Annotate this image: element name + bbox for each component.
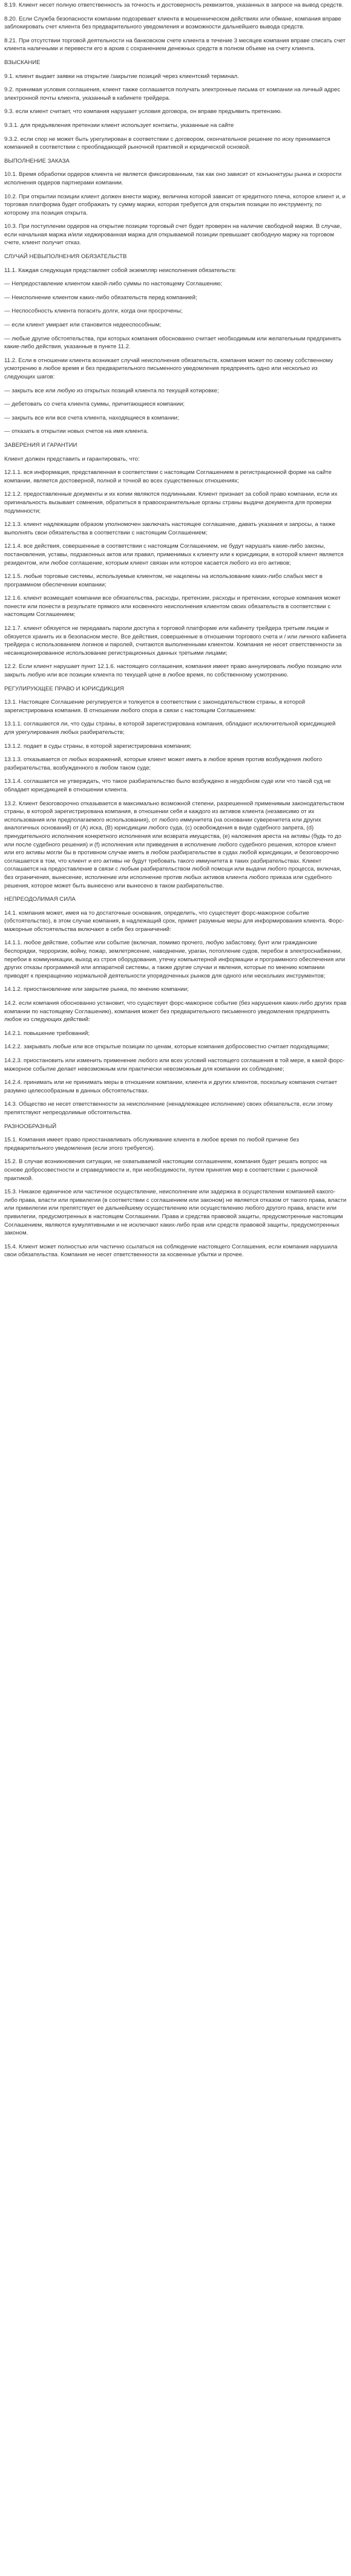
- paragraph: — закрыть все или все счета клиента, находящиеся в компании;: [4, 414, 179, 421]
- paragraph: — отказать в открытии новых счетов на имя клиента.: [4, 428, 148, 435]
- paragraph: — дебетовать со счета клиента суммы, причитающиеся компании;: [4, 401, 185, 408]
- paragraph: Клиент должен представить и гарантировать, что:: [4, 455, 140, 462]
- section-heading: ВЗЫСКАНИЕ: [4, 59, 41, 66]
- paragraph: 12.1.5. любые торговые системы, используемые клиентом, не нацелены на использование каких-либо слабых мест в программном обеспечении компании;: [4, 573, 324, 588]
- paragraph: 8.20. Если Служба безопасности компании подозревает клиента в мошенническом действиях или обмане, компания вправе заблокировать счет клиента без предварительного уведомления и возможности дальнейшего вывода средств.: [4, 15, 343, 31]
- paragraph: 14.2.3. приостановить или изменить применение любого или всех условий настоящего соглашения в той мере, в какой форс-мажорное событие делает невозможным или практически невозможным для компании их соблюдение;: [4, 1057, 345, 1072]
- paragraph: 14.2.1. повышение требований;: [4, 1030, 90, 1037]
- paragraph: 12.1.6. клиент возмещает компании все обязательства, расходы, претензии, расходы и претензии, которые компания может понести или понести в результате прямого или косвенного неисполнения клиентом своих обязательств в соответствии с настоящим Соглашением;: [4, 595, 343, 618]
- paragraph: 8.19. Клиент несет полную ответственность за точность и достоверность реквизитов, указанных в запросе на вывод средств.: [4, 2, 344, 8]
- paragraph: 15.4. Клиент может полностью или частично ссылаться на соблюдение настоящего Соглашения, если компания нарушила свои обязательства. Компания не несет ответственности за косвенные убытки и прочее.: [4, 1243, 340, 1259]
- paragraph: 14.3. Общество не несет ответственности за неисполнение (ненадлежащее исполнение) своих обязательств, если этому препятствуют непреодолимые обстоятельства.: [4, 1101, 335, 1116]
- paragraph: 10.1. Время обработки ордеров клиента не является фиксированным, так как оно зависит от конъюнктуры рынка и скорости исполнения ордеров партнерами компании.: [4, 171, 343, 186]
- paragraph: 13.2. Клиент безоговорочно отказывается в максимально возможной степени, разрешенной применимым законодательством страны, в которой зарегистрирована компания, в отношении себя и каждого из активов клиента (независимо от их использования или предполагаемого использования), от любого иммунитета (на основании суверенитета или других аналогичных оснований) от (A) иска, (B) юрисдикции любого суда, (c) освобождения в виде судебного запрета, (d) принудительного исполнения конкретного исполнения или возврата имущества, (e) наложения ареста на активы (будь то до или после судебного решения) и (f) исполнения или приведения в исполнение любого судебного решения, которое клиент или его активы могли бы в противном случае иметь в любом разбирательстве в судах любой юрисдикции, и безоговорочно соглашается в том, что клиент и его активы не будут требовать такого иммунитета в таких разбирательствах. Клиент соглашается на предоставление в связи с любым разбирательством любой помощи или выдачи любого процесса, включая, без ограничения, вынесение, исполнение или исполнение против любых активов клиента любого приказа или судебного решения, которое может быть вынесено или вынесено в таком разбирательстве.: [4, 800, 346, 889]
- section-heading: ЗАВЕРЕНИЯ И ГАРАНТИИ: [4, 441, 77, 449]
- paragraph: 10.2. При открытии позиции клиент должен внести маржу, величина которой зависит от кредитного плеча, которое клиент и, и торговая платформа будет отображать ту сумму маржи, которая требуется для открытия позиции по инструменту, по которому эта позиция открыта.: [4, 193, 347, 216]
- paragraph: 15.1. Компания имеет право приостанавливать обслуживание клиента в любое время по любой причине без предварительного уведомления (если этого требуется).: [4, 1137, 301, 1152]
- paragraph: — любые другие обстоятельства, при которых компания обоснованно считает необходимым или желательным предпринять какие-либо действия, указанные в пункте 11.2.: [4, 335, 343, 351]
- paragraph: 14.1.1. любое действие, событие или событие (включая, помимо прочего, любую забастовку, бунт или гражданские беспорядки, терроризм, войну, пожар, землетрясение, наводнение, ураган, потопление судов, перебои в электроснабжении, перебои в коммуникации, выход из строя оборудования, утечку компьютерной информации и программного обеспечения или других отказы программной или аппаратной системы, а также другие случаи и явления, которые по мнению компании приводят к прекращению нормальной деятельности упорядоченных рынков для одного или нескольких инструментов;: [4, 939, 347, 979]
- paragraph: 13.1.1. соглашаются ли, что суды страны, в которой зарегистрирована компания, обладают исключительной юрисдикцией для урегулирования любых разбирательств;: [4, 721, 338, 736]
- paragraph: 12.1.3. клиент надлежащим образом уполномочен заключать настоящее соглашение, давать указания и запросы, а также выполнять свои обязательства в соответствии с настоящим Соглашением;: [4, 521, 337, 536]
- paragraph: 14.1. компания может, имея на то достаточные основания, определить, что существует форс-мажорное событие (обстоятельство), в этом случае компания, в надлежащий срок, примет разумные меры для информирования клиента. Форс-мажорные обстоятельства включают в себя без ограничений:: [4, 909, 344, 933]
- paragraph: 13.1.3. отказывается от любых возражений, которые клиент может иметь в любое время против возбуждения любого разбирательства, возбужденного в любом таком суде;: [4, 756, 324, 771]
- paragraph: 9.3.2. если спор не может быть урегулирован в соответствии с договором, окончательное решение по иску принимается компанией в соответствии с преобладающей рыночной практикой и юридической основой.: [4, 135, 332, 151]
- paragraph: 12.1.1. вся информация, представленная в соответствии с настоящим Соглашением в регистрационной форме на сайте компании, является достоверной, полной и точной во всех существенных отношениях;: [4, 469, 333, 484]
- section-heading: ВЫПОЛНЕНИЕ ЗАКАЗА: [4, 157, 70, 164]
- paragraph: — Неспособность клиента погасить долги, когда они просрочены;: [4, 308, 183, 315]
- paragraph: 13.1. Настоящее Соглашение регулируется и толкуется в соответствии с законодательством страны, в которой зарегистрирована компания. В отношении любого спора в связи с настоящим Соглашением:: [4, 699, 307, 714]
- paragraph: 12.1.2. предоставленные документы и их копии являются подлинными. Клиент признает за собой право компании, если их оригинальность вызывает сомнения, обратиться в правоохранительные органы страны выдачи документа для проверки подлинности;: [4, 491, 340, 514]
- paragraph: 9.3.1. для предъявления претензии клиент использует контакты, указанные на сайте: [4, 122, 234, 129]
- paragraph: 8.21. При отсутствии торговой деятельности на банковском счете клиента в течение 3 месяцев компания вправе списать счет клиента наличными и перевести его в архив с сохранением денежных средств в полном объеме на счету клиента.: [4, 37, 347, 53]
- paragraph: 14.2.4. принимать или не принимать меры в отношении компании, клиента и других клиентов, поскольку компания считает разумно целесообразным в данных обстоятельствах.: [4, 1079, 339, 1094]
- paragraph: 9.2. принимая условия соглашения, клиент также соглашается получать электронные письма от компании на личный адрес электронной почты клиента, указанный в кабинете трейдера.: [4, 86, 342, 102]
- paragraph: — закрыть все или любую из открытых позиций клиента по текущей котировке;: [4, 387, 219, 394]
- section-heading: НЕПРЕОДОЛИМАЯ СИЛА: [4, 896, 76, 903]
- paragraph: — Непредоставление клиентом какой-либо суммы по настоящему Соглашению;: [4, 281, 223, 288]
- paragraph: 14.2.2. закрывать любые или все открытые позиции по ценам, которые компания добросовестно считает подходящими;: [4, 1043, 329, 1051]
- paragraph: 11.1. Каждая следующая представляет собой экземпляр неисполнения обязательств:: [4, 267, 237, 274]
- section-heading: РЕГУЛИРУЮЩЕЕ ПРАВО И ЮРИСДИКЦИЯ: [4, 685, 124, 692]
- paragraph: 15.3. Никакое единичное или частичное осуществление, неисполнение или задержка в осуществлении компанией какого-либо права, власти или привилегии (в соответствии с соглашением или законом) не является отказом от такого права, власти или привилегии или препятствует ее дальнейшему осуществлению или осуществлению любого другого права, власти или привилегии, предусмотренных в настоящем Соглашении. Права и средства правовой защиты, предусмотренные настоящим Соглашением, являются кумулятивными и не исключают каких-либо прав или средств правовой защиты, предусмотренных законом.: [4, 1189, 348, 1237]
- paragraph: — если клиент умирает или становится недееспособным;: [4, 322, 162, 329]
- paragraph: 13.1.4. соглашается не утверждать, что такое разбирательство было возбуждено в неудобном суде или что такой суд не обладает юрисдикцией в отношении клиента.: [4, 778, 333, 793]
- paragraph: 12.1.4. все действия, совершенные в соответствии с настоящим Соглашением, не будут нарушать какие-либо законы, постановления, уставы, подзаконных актов или правил, применимых к клиенту или к юрисдикции, в которой клиент является резидентом, или любое соглашение, которым клиент связан или которое касается любого из его активов;: [4, 543, 346, 566]
- paragraph: 9.1. клиент выдает заявки на открытие /закрытие позиций через клиентский терминал.: [4, 73, 239, 80]
- paragraph: 10.3. При поступлении ордеров на открытие позиции торговый счет будет проверен на наличие свободной маржи. В случае, если начальная маржа и/или хеджированная маржа для открываемой позиции превышает свободную маржу на торговом счете, клиент получит отказ.: [4, 223, 344, 247]
- paragraph: 12.2. Если клиент нарушает пункт 12.1.6. настоящего соглашения, компания имеет право аннулировать любую позицию или закрыть любую или все позиции клиента по текущей цене в любое время, по собственному усмотрению.: [4, 663, 343, 679]
- paragraph: — Неисполнение клиентом каких-либо обязательств перед компанией;: [4, 294, 197, 301]
- paragraph: 14.1.2. приостановление или закрытие рынка, по мнению компании;: [4, 986, 189, 993]
- paragraph: 15.2. В случае возникновения ситуации, не охватываемой настоящим соглашением, компания будет решать вопрос на основе добросовестности и справедливости и, при необходимости, путем принятия мер в соответствии с рыночной практикой.: [4, 1158, 329, 1182]
- document-body: [4, 1, 347, 1259]
- paragraph: 12.1.7. клиент обязуется не передавать пароли доступа к торговой платформе или кабинету трейдера третьим лицам и обязуется хранить их в безопасном месте. Все действия, совершенные в отношении торгового счета и / или личного кабинета трейдера с использованием логинов и паролей, считаются выполненными клиентом. Компания не несет ответственности за несанкционированное использование регистрационных данных третьими лицами;: [4, 625, 348, 657]
- paragraph: 14.2. если компания обоснованно установит, что существует форс-мажорное событие (без нарушения каких-либо других прав компании по настоящему Соглашению), компания может без предварительного письменного уведомления предпринять любое из следующих действий:: [4, 1000, 349, 1024]
- section-heading: СЛУЧАЙ НЕВЫПОЛНЕНИЯ ОБЯЗАТЕЛЬСТВ: [4, 253, 127, 261]
- section-heading: РАЗНООБРАЗНЫЙ: [4, 1123, 57, 1130]
- paragraph: 11.2. Если в отношении клиента возникает случай неисполнения обязательств, компания может по своему собственному усмотрению в любое время и без предварительного письменного уведомления предпринять одно или несколько из следующих шагов:: [4, 357, 335, 380]
- paragraph: 9.3. если клиент считает, что компания нарушает условия договора, он вправе предъявить претензию.: [4, 108, 282, 115]
- paragraph: 13.1.2. подает в суды страны, в которой зарегистрирована компания;: [4, 742, 192, 750]
